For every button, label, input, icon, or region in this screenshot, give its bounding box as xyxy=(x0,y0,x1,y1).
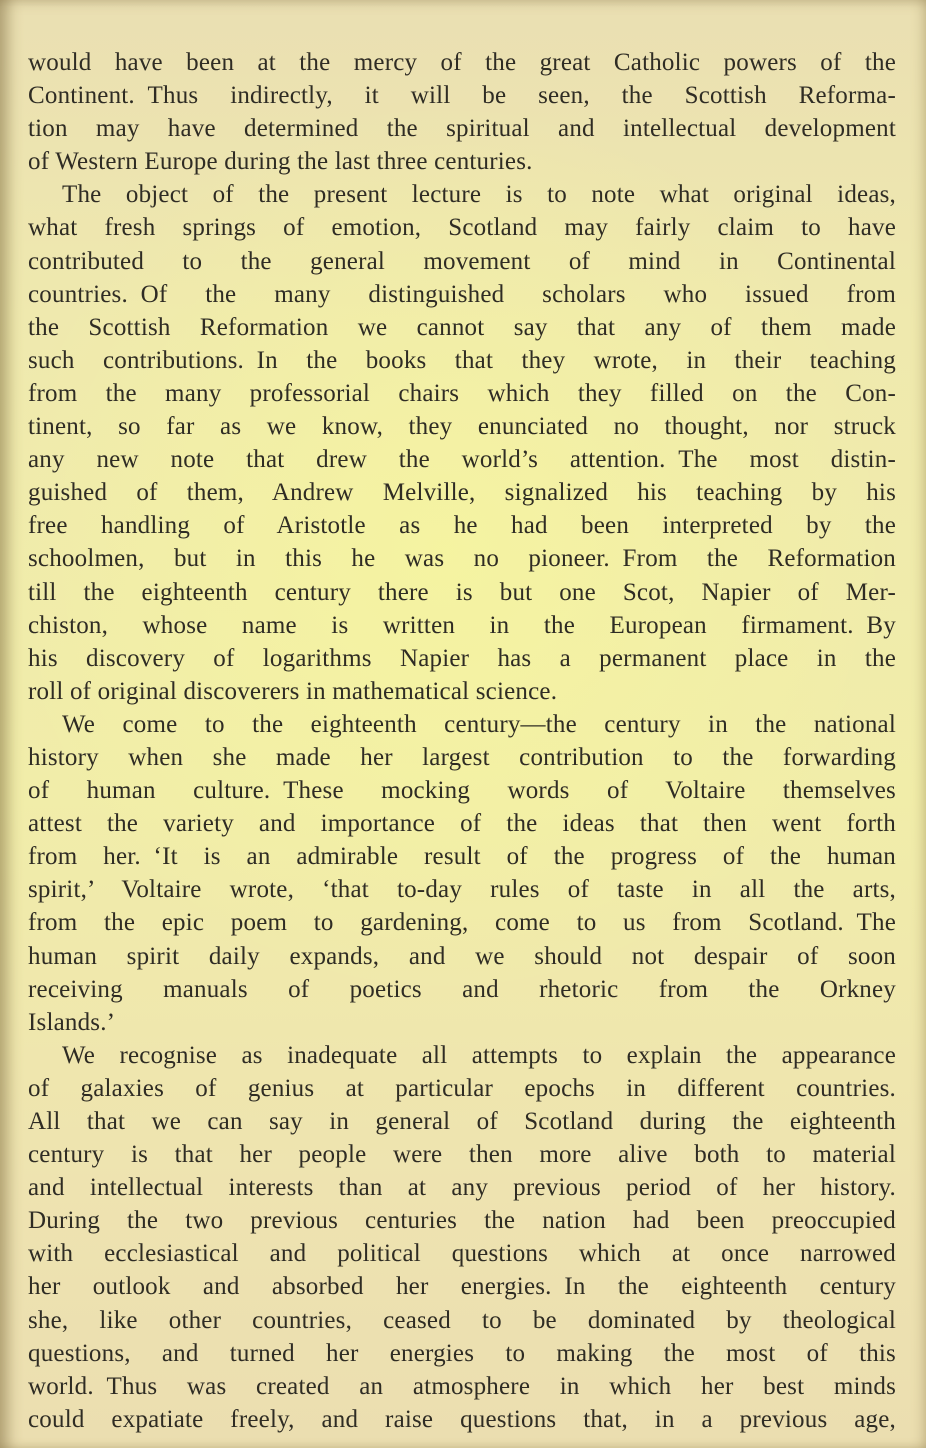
text-line: The object of the present lecture is to note what original ideas, xyxy=(62,181,896,209)
text-line: history when she made her largest contribution to the forwarding xyxy=(28,743,896,771)
text-line: tinent, so far as we know, they enunciated no thought, nor struck xyxy=(28,413,896,441)
text-line: guished of them, Andrew Melville, signalized his teaching by his xyxy=(28,479,896,507)
text-line: We come to the eighteenth century—the century in the national xyxy=(62,710,896,738)
text-line: and intellectual interests than at any previous period of her history. xyxy=(28,1174,896,1202)
text-line: what fresh springs of emotion, Scotland may fairly claim to have xyxy=(28,214,896,242)
page-text xyxy=(28,46,896,1436)
text-line: attest the variety and importance of the ideas that then went forth xyxy=(28,810,896,838)
text-line: world. Thus was created an atmosphere in which her best minds xyxy=(28,1372,896,1400)
text-line: human spirit daily expands, and we should not despair of soon xyxy=(28,942,896,970)
text-line: All that we can say in general of Scotland during the eighteenth xyxy=(28,1108,896,1135)
text-line: chiston, whose name is written in the European firmament. By xyxy=(28,611,896,639)
text-line: century is that her people were then more alive both to material xyxy=(28,1141,896,1169)
text-line: roll of original discoverers in mathematical science. xyxy=(28,677,558,705)
text-line: from her. ‘It is an admirable result of the progress of the human xyxy=(28,843,896,871)
text-line: could expatiate freely, and raise questions that, in a previous age, xyxy=(28,1405,896,1433)
text-line: till the eighteenth century there is but one Scot, Napier of Mer- xyxy=(28,578,896,606)
text-line: from the many professorial chairs which they filled on the Con- xyxy=(28,379,896,407)
text-line: spirit,’ Voltaire wrote, ‘that to-day rules of taste in all the arts, xyxy=(28,876,896,904)
text-line: his discovery of logarithms Napier has a permanent place in the xyxy=(28,644,896,672)
text-line: countries. Of the many distinguished scholars who issued from xyxy=(28,280,896,308)
text-line: such contributions. In the books that they wrote, in their teaching xyxy=(28,346,896,374)
text-line: of galaxies of genius at particular epochs in different countries. xyxy=(28,1074,896,1102)
text-line: her outlook and absorbed her energies. In the eighteenth century xyxy=(28,1273,896,1301)
text-line: she, like other countries, ceased to be dominated by theological xyxy=(28,1306,896,1334)
text-line: of Western Europe during the last three centuries. xyxy=(28,148,533,176)
text-line: receiving manuals of poetics and rhetoric from the Orkney xyxy=(28,975,896,1003)
text-line: Islands.’ xyxy=(28,1008,116,1036)
text-line: the Scottish Reformation we cannot say that any of them made xyxy=(28,313,896,341)
text-line: We recognise as inadequate all attempts to explain the appearance xyxy=(62,1041,896,1069)
text-line: Continent. Thus indirectly, it will be seen, the Scottish Reforma- xyxy=(28,82,896,110)
text-line: questions, and turned her energies to making the most of this xyxy=(28,1339,896,1367)
text-line: tion may have determined the spiritual and intellectual development xyxy=(28,115,896,143)
text-line: During the two previous centuries the nation had been preoccupied xyxy=(28,1207,896,1235)
text-line: contributed to the general movement of mind in Continental xyxy=(28,247,896,275)
text-line: of human culture. These mocking words of Voltaire themselves xyxy=(28,777,896,805)
text-line: with ecclesiastical and political questions which at once narrowed xyxy=(28,1240,896,1268)
text-line: would have been at the mercy of the great Catholic powers of the xyxy=(28,49,896,76)
text-line: free handling of Aristotle as he had been interpreted by the xyxy=(28,512,896,540)
text-line: from the epic poem to gardening, come to us from Scotland. The xyxy=(28,909,896,937)
text-line: any new note that drew the world’s attention. The most distin- xyxy=(28,446,896,474)
text-line: schoolmen, but in this he was no pioneer. From the Reformation xyxy=(28,545,896,573)
